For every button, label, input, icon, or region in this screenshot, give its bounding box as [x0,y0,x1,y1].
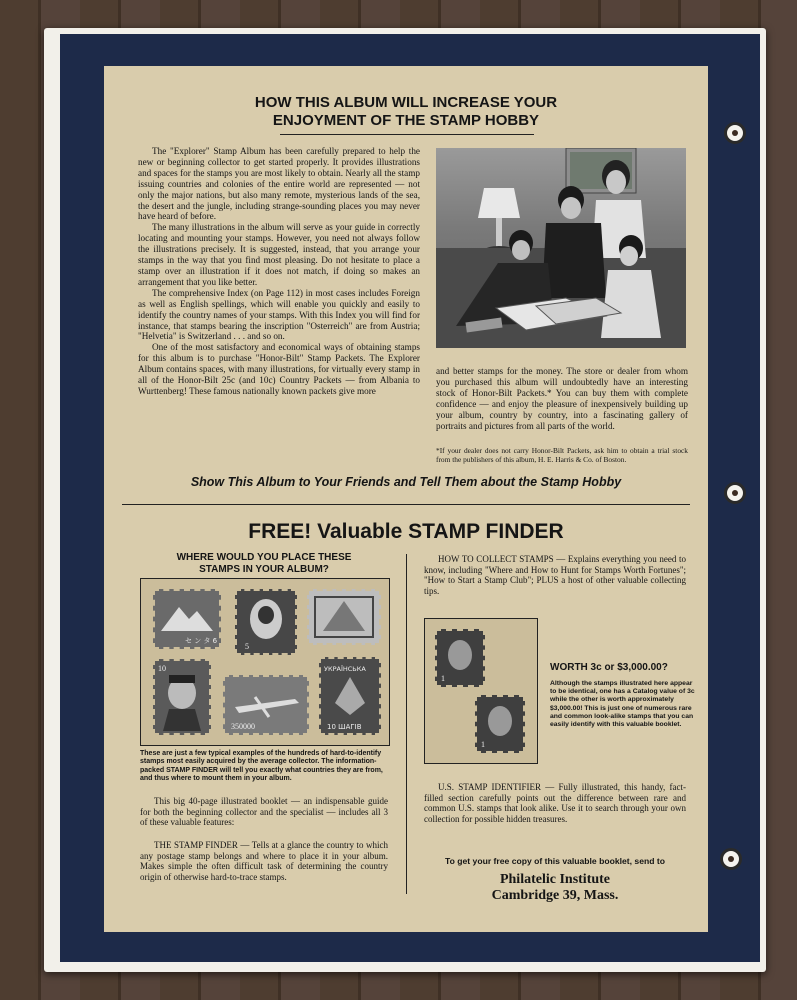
paragraph-continuation: and better stamps for the money. The store or dealer from whom you purchased this album will undoubtedly have an interesting stock of Honor-Bilt Packets.* You can buy them with complete confidence — and enjoy the pleasure of inexpensively building up your album, country by country, into a fascinating gallery of portraits and pictures from all parts of the world. [436,366,688,431]
address-line-1: Philatelic Institute [499,872,611,887]
tagline: Show This Album to Your Friends and Tell Them about the Stamp Hobby [190,475,622,489]
family-stamp-album-photo [436,148,686,348]
free-stamp-finder-heading: FREE! Valuable STAMP FINDER [248,520,564,543]
japan-stamp-label: セ ン タ 6 [185,637,218,645]
address-line-2: Cambridge 39, Mass. [491,888,619,903]
stamp-finder-feature [140,840,388,882]
us-identifier-feature [424,782,686,824]
us-stamp-common-value: 1 [441,674,445,683]
plane-stamp-value: 350000 [231,722,255,731]
stamp-finder-text: THE STAMP FINDER — Tells at a glance the country to which any postage stamp belongs and where to place it in your album. Makes simple the often difficult task of determining the country origin of otherwise hard-to-trace stamps. [140,840,388,882]
paragraph-index: The comprehensive Index (on Page 112) in most cases includes Foreign as well as English spellings, which will enable you quickly and easily to identify the country names of your stamps. With this Index you will find for instance, that stamps bearing the inscription "Osterreich" are from Austria; "Helvetia" is Switzerland . . . and so on. [138,287,420,342]
footnote-text: *If your dealer does not carry Honor-Bilt Packets, ask him to obtain a trial stock from the publishers of this album, H. E. Harris & Co. of Boston. [436,446,688,464]
portrait-stamp-value: 5 [245,642,249,651]
worth-heading: WORTH 3c or $3,000.00? [550,662,668,673]
where-heading-line-1: WHERE WOULD YOU PLACE THESE [176,552,352,563]
soldier-stamp [153,659,211,735]
booklet-text: This big 40-page illustrated booklet — an indispensable guide for both the beginning collector and the specialist — includes all 3 of these valuable features: [140,796,388,828]
us-stamp-rare-value: 1 [481,740,485,749]
title-line-1: HOW THIS ALBUM WILL INCREASE YOUR [254,94,558,111]
binder-hole-middle [724,482,746,504]
soldier-stamp-value: 10 [158,664,166,673]
how-to-collect-text: HOW TO COLLECT STAMPS — Explains everything you need to know, including "Where and How to Hunt for Stamps Worth Fortunes"; "How to Start a Stamp Club"; PLUS a host of other valuable collecting tips. [424,554,686,596]
stamp-caption [140,750,388,783]
where-heading-line-2: STAMPS IN YOUR ALBUM? [199,564,329,575]
plane-stamp [223,675,309,735]
worth-text: Although the stamps illustrated here appear to be identical, one has a Catalog value of 3c while the other is worth approximately $3,000.00! This is just one of numerous rare and common look-alike stamps that you can easily identify with this valuable booklet. [550,680,695,729]
us-identifier-text: U.S. STAMP IDENTIFIER — Fully illustrated, this handy, fact-filled section carefully points out the difference between rare and common U.S. stamps that look alike. Use it to search through your own collection for possible hidden treasures. [424,782,686,824]
paragraph-illustrations: The many illustrations in the album will serve as your guide in correctly locating and mounting your stamps. However, you need not always follow the illustrations precisely. It is suggested, instead, that you arrange your stamps in the way that you find most pleasing. Do not hesitate to place a stamp over an illustration if it does not match, if doing so makes an arrangement that you like better. [138,222,420,287]
column-divider [406,554,407,894]
article-left-column [138,146,420,397]
article-right-column [436,366,688,431]
ornate-stamp [307,589,381,645]
section-divider [122,504,690,505]
us-stamp-common [435,629,485,687]
send-to-line: To get your free copy of this valuable booklet, send to [445,856,665,866]
ukraine-stamp-value: 10 ШАГІВ [327,723,362,731]
binder-hole-bottom [720,848,742,870]
page-title [104,94,708,130]
printed-page [104,66,708,932]
us-stamp-rare [475,695,525,753]
paragraph-packets: One of the most satisfactory and economical ways of obtaining stamps for this album is to purchase "Honor-Bilt" Stamp Packets. The Explorer Album contains spaces, with many illustrations, for virtually every stamp in all of the Honor-Bilt 25c (and 10c) Country Packets — from Albania to Wurttenberg! These famous nationally known packets give more [138,342,420,396]
how-to-collect-feature [424,554,686,596]
paragraph-intro: The "Explorer" Stamp Album has been carefully prepared to help the new or beginning collector to get started properly. It provides illustrations and spaces for the stamps you are most likely to obtain. Nearly all the stamp issuing countries and colonies of the entire world are represented — not only the major nations, but also many remote, mysterious lands of the sea, the desert and the jungle, including strange-sounding places you may never have heard of before. [138,146,420,222]
stamp-caption-text: These are just a few typical examples of the hundreds of hard-to-identify stamps most easily acquired by the average collector. The information-packed STAMP FINDER will tell you exactly what countries they are from, and thus where to mount them in your album. [140,750,383,782]
dealer-footnote [436,446,688,464]
title-line-2: ENJOYMENT OF THE STAMP HOBBY [272,112,540,129]
where-heading [164,552,364,576]
ukraine-stamp [319,657,381,735]
mailing-address [420,872,690,904]
sample-stamps-box [140,578,390,746]
booklet-description [140,796,388,828]
ukraine-stamp-label: УКРАЇНСЬКА [324,665,366,673]
worth-description [550,680,696,729]
us-lookalike-stamps-box [424,618,538,764]
binder-hole-top [724,122,746,144]
title-underline [280,134,534,135]
japan-stamp [153,589,221,649]
portrait-stamp [235,589,297,655]
